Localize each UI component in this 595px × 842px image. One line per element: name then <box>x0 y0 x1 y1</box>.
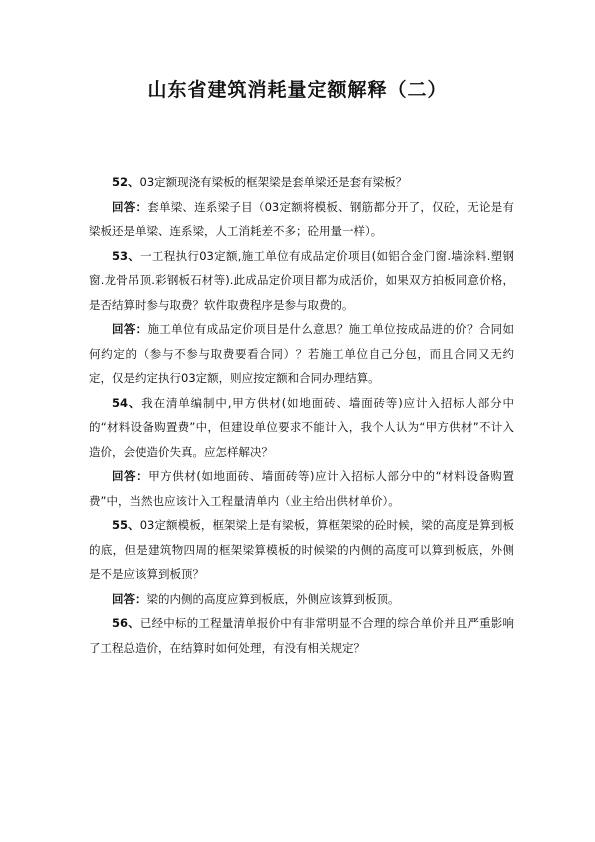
answer-text: 梁的内侧的高度应算到板底，外侧应该算到板顶。 <box>146 591 400 606</box>
answer-55 <box>89 587 514 612</box>
question-text: 已经中标的工程量清单报价中有非常明显不合理的综合单价并且严重影响了工程总造价，在结算时如何处理，有没有相关规定？ <box>89 616 514 655</box>
question-54 <box>89 391 514 465</box>
question-number: 55、 <box>112 518 140 532</box>
document-title: 山东省建筑消耗量定额解释（二） <box>147 79 448 101</box>
question-text: 03定额模板，框架梁上是有梁板，算框架梁的砼时候，梁的高度是算到板的底，但是建筑物四周的框架梁算模板的时候梁的内侧的高度可以算到板底，外侧是不是应该算到板顶？ <box>89 518 514 581</box>
question-number: 56、 <box>112 616 140 630</box>
answer-label: 回答： <box>112 591 147 606</box>
document-body <box>89 170 514 660</box>
question-53 <box>89 244 514 318</box>
answer-label: 回答： <box>112 322 148 336</box>
answer-text: 甲方供材(如地面砖、墙面砖等)应计入招标人部分中的“材料设备购置费”中，当然也应该计入工程量清单内（业主给出供材单价）。 <box>89 469 514 508</box>
question-55 <box>89 513 514 587</box>
answer-52 <box>89 195 514 244</box>
question-text: 我在清单编制中,甲方供材(如地面砖、墙面砖等)应计入招标人部分中的“材料设备购置费”中，但建设单位要求不能计入，我个人认为“甲方供材”不计入造价，会使造价失真。应怎样解决？ <box>89 395 514 459</box>
question-52 <box>89 170 514 195</box>
answer-label: 回答： <box>112 469 149 483</box>
question-56 <box>89 611 514 660</box>
question-text: 03定额现浇有梁板的框架梁是套单梁还是套有梁板？ <box>139 175 408 189</box>
question-number: 54、 <box>112 395 142 410</box>
question-number: 53、 <box>112 248 141 263</box>
answer-text: 施工单位有成品定价项目是什么意思？施工单位按成品进的价？合同如何约定的（参与不参与取费要看合同）？若施工单位自己分包，而且合同又无约定，仅是约定执行03定额，则应按定额和合同办理结算。 <box>89 322 514 385</box>
answer-text: 套单梁、连系梁子目（03定额将模板、钢筋都分开了，仅砼，无论是有梁板还是单梁、连系梁，人工消耗差不多；砼用量一样）。 <box>89 199 514 238</box>
answer-54 <box>89 464 514 513</box>
answer-53 <box>89 317 514 391</box>
answer-label: 回答： <box>112 199 148 214</box>
question-number: 52、 <box>112 175 140 189</box>
question-text: 一工程执行03定额,施工单位有成品定价项目(如铝合金门窗.墙涂料.塑钢窗.龙骨吊顶.彩钢板石材等).此成品定价项目都为成活价，如果双方拍板同意价格，是否结算时参与取费？软件取费程序是参与取费的。 <box>89 248 514 312</box>
